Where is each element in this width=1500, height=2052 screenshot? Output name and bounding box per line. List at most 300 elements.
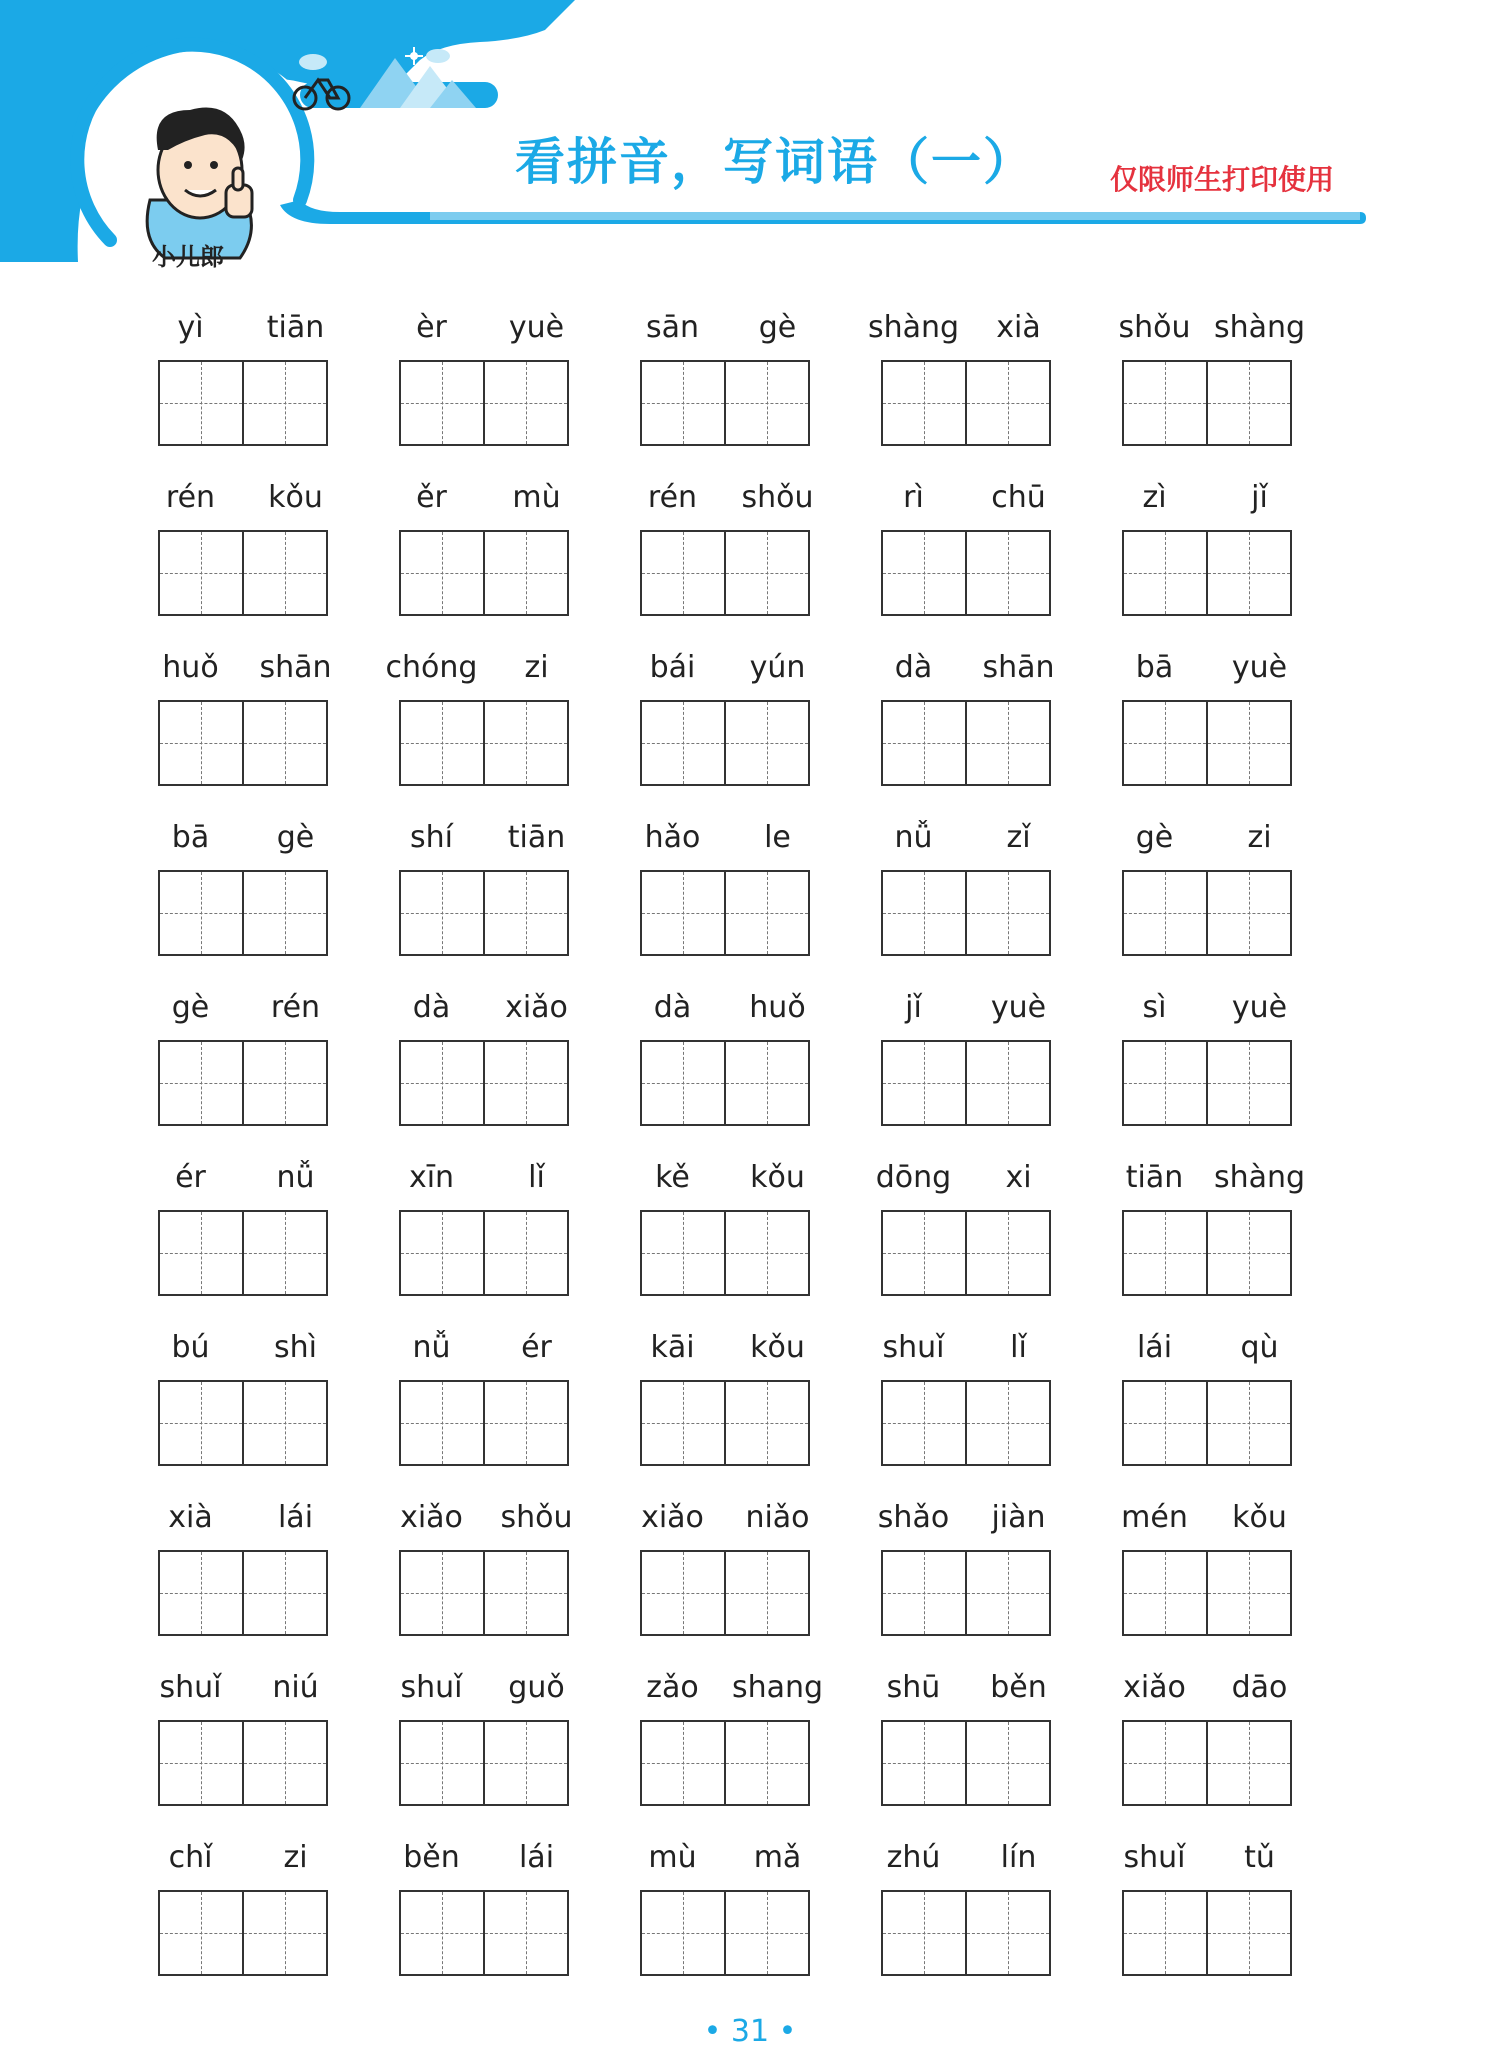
- tianzige-box[interactable]: [401, 1212, 483, 1294]
- pinyin-label: [861, 1326, 1071, 1370]
- pinyin-label: [1102, 1156, 1312, 1200]
- writing-boxes: [881, 1210, 1051, 1296]
- pinyin-syllable: guǒ: [508, 1670, 565, 1705]
- pinyin-syllable: hǎo: [644, 820, 701, 855]
- pinyin-syllable: yuè: [1231, 650, 1288, 685]
- pinyin-syllable: kǒu: [750, 1160, 805, 1195]
- tianzige-box[interactable]: [1206, 702, 1290, 784]
- pinyin-syllable: nǚ: [412, 1330, 451, 1365]
- tianzige-box[interactable]: [1206, 1722, 1290, 1804]
- word-cell: [1122, 642, 1292, 810]
- writing-boxes: [399, 700, 569, 786]
- tianzige-box[interactable]: [1124, 702, 1206, 784]
- tianzige-box[interactable]: [883, 702, 965, 784]
- pinyin-syllable: gè: [276, 820, 315, 855]
- writing-boxes: [640, 870, 810, 956]
- pinyin-syllable: dà: [894, 650, 933, 685]
- tianzige-box[interactable]: [724, 702, 808, 784]
- pinyin-syllable: zi: [1247, 820, 1272, 855]
- pinyin-label: [861, 646, 1071, 690]
- word-cell: [640, 982, 810, 1150]
- word-cell: [399, 1152, 569, 1320]
- writing-boxes: [1122, 870, 1292, 956]
- pinyin-syllable: kǒu: [268, 480, 323, 515]
- pinyin-syllable: shǎo: [877, 1500, 950, 1535]
- word-cell: [1122, 1322, 1292, 1490]
- pinyin-syllable: dà: [653, 990, 692, 1025]
- word-cell: [399, 302, 569, 470]
- tianzige-box[interactable]: [724, 1042, 808, 1124]
- writing-boxes: [881, 360, 1051, 446]
- word-cell: [385, 642, 569, 810]
- pinyin-syllable: kǒu: [750, 1330, 805, 1365]
- pinyin-syllable: rén: [647, 480, 698, 515]
- word-cell: [1122, 982, 1292, 1150]
- print-notice: 仅限师生打印使用: [1110, 163, 1335, 196]
- tianzige-box[interactable]: [483, 532, 567, 614]
- writing-boxes: [1122, 1380, 1292, 1466]
- tianzige-box[interactable]: [965, 1382, 1049, 1464]
- writing-boxes: [881, 1550, 1051, 1636]
- tianzige-box[interactable]: [642, 1552, 724, 1634]
- word-cell: [399, 1662, 569, 1830]
- pinyin-syllable: shǒu: [741, 480, 814, 515]
- pinyin-syllable: shū: [886, 1670, 941, 1705]
- pinyin-label: [861, 1156, 1071, 1200]
- pinyin-syllable: běn: [403, 1840, 460, 1875]
- pinyin-syllable: chóng: [385, 650, 478, 685]
- pinyin-syllable: shǒu: [1118, 310, 1191, 345]
- tianzige-box[interactable]: [483, 1382, 567, 1464]
- word-cell: [640, 812, 810, 980]
- tianzige-box[interactable]: [1124, 1382, 1206, 1464]
- tianzige-box[interactable]: [160, 702, 242, 784]
- pinyin-syllable: dāo: [1231, 1670, 1288, 1705]
- pinyin-syllable: tiān: [507, 820, 566, 855]
- pinyin-label: [861, 816, 1071, 860]
- tianzige-box[interactable]: [1206, 1892, 1290, 1974]
- tianzige-box[interactable]: [160, 532, 242, 614]
- pinyin-syllable: niú: [272, 1670, 319, 1705]
- tianzige-box[interactable]: [724, 1212, 808, 1294]
- pinyin-syllable: tǔ: [1244, 1840, 1275, 1875]
- writing-boxes: [399, 360, 569, 446]
- pinyin-label: [138, 1666, 348, 1710]
- word-cell: [881, 472, 1051, 640]
- pinyin-label: [620, 986, 830, 1030]
- pinyin-label: [861, 1836, 1071, 1880]
- pinyin-syllable: kāi: [650, 1330, 695, 1365]
- pinyin-syllable: mǎ: [753, 1840, 802, 1875]
- tianzige-box[interactable]: [483, 702, 567, 784]
- tianzige-box[interactable]: [242, 1212, 326, 1294]
- pinyin-label: [861, 476, 1071, 520]
- tianzige-box[interactable]: [1206, 1042, 1290, 1124]
- tianzige-box[interactable]: [401, 1382, 483, 1464]
- pinyin-syllable: shǒu: [500, 1500, 573, 1535]
- tianzige-box[interactable]: [401, 1552, 483, 1634]
- pinyin-label: [138, 1326, 348, 1370]
- tianzige-box[interactable]: [724, 1892, 808, 1974]
- writing-boxes: [158, 1550, 328, 1636]
- tianzige-box[interactable]: [883, 1042, 965, 1124]
- writing-boxes: [881, 530, 1051, 616]
- pinyin-label: [620, 1496, 830, 1540]
- tianzige-box[interactable]: [1206, 532, 1290, 614]
- writing-boxes: [640, 530, 810, 616]
- tianzige-box[interactable]: [1206, 872, 1290, 954]
- tianzige-box[interactable]: [483, 872, 567, 954]
- writing-boxes: [640, 1380, 810, 1466]
- tianzige-box[interactable]: [1124, 532, 1206, 614]
- word-cell: [158, 1832, 328, 2000]
- tianzige-box[interactable]: [160, 1722, 242, 1804]
- writing-boxes: [881, 1890, 1051, 1976]
- tianzige-box[interactable]: [160, 872, 242, 954]
- page-header: [0, 0, 1500, 300]
- pinyin-syllable: le: [764, 820, 791, 855]
- pinyin-syllable: shàng: [1213, 310, 1306, 345]
- pinyin-syllable: zǎo: [646, 1670, 699, 1705]
- word-cell: [640, 472, 814, 640]
- pinyin-label: [379, 646, 589, 690]
- writing-boxes: [158, 700, 328, 786]
- tianzige-box[interactable]: [883, 1722, 965, 1804]
- writing-boxes: [1122, 1040, 1292, 1126]
- pinyin-syllable: chū: [991, 480, 1046, 515]
- tianzige-box[interactable]: [160, 1382, 242, 1464]
- word-cell: [640, 642, 810, 810]
- tianzige-box[interactable]: [965, 872, 1049, 954]
- pinyin-syllable: bú: [171, 1330, 210, 1365]
- pinyin-syllable: lái: [518, 1840, 555, 1875]
- pinyin-syllable: bā: [1135, 650, 1174, 685]
- writing-boxes: [640, 1210, 810, 1296]
- word-cell: [1122, 1152, 1306, 1320]
- tianzige-box[interactable]: [642, 1382, 724, 1464]
- tianzige-box[interactable]: [1206, 1552, 1290, 1634]
- writing-boxes: [399, 1040, 569, 1126]
- pinyin-syllable: nǚ: [276, 1160, 315, 1195]
- tianzige-box[interactable]: [401, 362, 483, 444]
- pinyin-syllable: gè: [171, 990, 210, 1025]
- pinyin-label: [138, 986, 348, 1030]
- word-cell: [867, 302, 1051, 470]
- pinyin-syllable: mù: [648, 1840, 697, 1875]
- pinyin-syllable: dōng: [875, 1160, 952, 1195]
- writing-boxes: [881, 1720, 1051, 1806]
- tianzige-box[interactable]: [242, 702, 326, 784]
- tianzige-box[interactable]: [883, 1212, 965, 1294]
- tianzige-box[interactable]: [724, 1552, 808, 1634]
- writing-boxes: [158, 1720, 328, 1806]
- word-cell: [640, 1322, 810, 1490]
- tianzige-box[interactable]: [483, 1722, 567, 1804]
- word-cell: [399, 812, 569, 980]
- pinyin-label: [379, 306, 589, 350]
- tianzige-box[interactable]: [724, 362, 808, 444]
- word-cell: [640, 1492, 810, 1660]
- word-cell: [877, 1492, 1051, 1660]
- pinyin-label: [1102, 1326, 1312, 1370]
- pinyin-label: [620, 1666, 830, 1710]
- tianzige-box[interactable]: [483, 1552, 567, 1634]
- pinyin-label: [1102, 306, 1312, 350]
- tianzige-box[interactable]: [160, 1212, 242, 1294]
- word-cell: [158, 982, 328, 1150]
- pinyin-label: [379, 816, 589, 860]
- title-underline-light: [430, 212, 1360, 220]
- tianzige-box[interactable]: [883, 1382, 965, 1464]
- tianzige-box[interactable]: [483, 1892, 567, 1974]
- pinyin-syllable: rén: [270, 990, 321, 1025]
- pinyin-label: [861, 306, 1071, 350]
- tianzige-box[interactable]: [642, 532, 724, 614]
- tianzige-box[interactable]: [1124, 1892, 1206, 1974]
- writing-boxes: [640, 360, 810, 446]
- tianzige-box[interactable]: [965, 1042, 1049, 1124]
- pinyin-label: [861, 1666, 1071, 1710]
- tianzige-box[interactable]: [965, 362, 1049, 444]
- pinyin-syllable: bā: [171, 820, 210, 855]
- pinyin-syllable: xià: [996, 310, 1041, 345]
- writing-boxes: [640, 1720, 810, 1806]
- tianzige-box[interactable]: [642, 362, 724, 444]
- page-number: • 31 •: [703, 2014, 797, 2049]
- pinyin-syllable: xiǎo: [505, 990, 568, 1025]
- tianzige-box[interactable]: [242, 1722, 326, 1804]
- writing-boxes: [881, 1040, 1051, 1126]
- pinyin-syllable: sān: [645, 310, 700, 345]
- writing-boxes: [399, 1720, 569, 1806]
- tianzige-box[interactable]: [1124, 1722, 1206, 1804]
- tianzige-box[interactable]: [160, 1042, 242, 1124]
- word-cell: [158, 812, 328, 980]
- writing-boxes: [158, 360, 328, 446]
- tianzige-box[interactable]: [483, 362, 567, 444]
- tianzige-box[interactable]: [1206, 1212, 1290, 1294]
- tianzige-box[interactable]: [642, 1722, 724, 1804]
- tianzige-box[interactable]: [883, 1892, 965, 1974]
- tianzige-box[interactable]: [965, 1552, 1049, 1634]
- pinyin-syllable: lǐ: [528, 1160, 545, 1195]
- pinyin-label: [138, 476, 348, 520]
- pinyin-label: [1102, 1496, 1312, 1540]
- tianzige-box[interactable]: [483, 1212, 567, 1294]
- writing-boxes: [1122, 530, 1292, 616]
- tianzige-box[interactable]: [242, 532, 326, 614]
- pinyin-syllable: shān: [982, 650, 1055, 685]
- writing-boxes: [640, 1040, 810, 1126]
- pinyin-syllable: běn: [990, 1670, 1047, 1705]
- pinyin-syllable: yì: [177, 310, 204, 345]
- pinyin-syllable: xiǎo: [1123, 1670, 1186, 1705]
- tianzige-box[interactable]: [642, 1042, 724, 1124]
- tianzige-box[interactable]: [401, 1722, 483, 1804]
- word-cell: [881, 812, 1051, 980]
- pinyin-label: [620, 306, 830, 350]
- writing-boxes: [1122, 1550, 1292, 1636]
- pinyin-syllable: zi: [524, 650, 549, 685]
- tianzige-box[interactable]: [724, 1382, 808, 1464]
- writing-boxes: [158, 530, 328, 616]
- tianzige-box[interactable]: [724, 1722, 808, 1804]
- tianzige-box[interactable]: [242, 362, 326, 444]
- word-cell: [640, 1152, 810, 1320]
- writing-boxes: [399, 1890, 569, 1976]
- pinyin-label: [620, 1326, 830, 1370]
- pinyin-syllable: rén: [165, 480, 216, 515]
- pinyin-syllable: zǐ: [1006, 820, 1031, 855]
- pinyin-label: [138, 1496, 348, 1540]
- pinyin-label: [1102, 986, 1312, 1030]
- pinyin-syllable: tiān: [1125, 1160, 1184, 1195]
- word-cell: [158, 1492, 328, 1660]
- tianzige-box[interactable]: [1206, 362, 1290, 444]
- tianzige-box[interactable]: [242, 1892, 326, 1974]
- tianzige-box[interactable]: [160, 1552, 242, 1634]
- pinyin-syllable: mén: [1121, 1500, 1188, 1535]
- writing-boxes: [399, 870, 569, 956]
- writing-boxes: [399, 1550, 569, 1636]
- tianzige-box[interactable]: [642, 1212, 724, 1294]
- writing-boxes: [1122, 360, 1292, 446]
- tianzige-box[interactable]: [642, 1892, 724, 1974]
- pinyin-syllable: jǐ: [905, 990, 922, 1025]
- tianzige-box[interactable]: [1124, 872, 1206, 954]
- pinyin-label: [620, 646, 830, 690]
- pinyin-label: [379, 1326, 589, 1370]
- pinyin-label: [138, 816, 348, 860]
- tianzige-box[interactable]: [965, 1212, 1049, 1294]
- writing-boxes: [158, 1210, 328, 1296]
- tianzige-box[interactable]: [242, 1552, 326, 1634]
- word-cell: [1122, 812, 1292, 980]
- tianzige-box[interactable]: [883, 872, 965, 954]
- tianzige-box[interactable]: [1124, 1042, 1206, 1124]
- tianzige-box[interactable]: [401, 532, 483, 614]
- pinyin-syllable: xīn: [408, 1160, 455, 1195]
- tianzige-box[interactable]: [965, 532, 1049, 614]
- pinyin-syllable: xi: [1005, 1160, 1032, 1195]
- tianzige-box[interactable]: [1124, 362, 1206, 444]
- word-cell: [1122, 472, 1292, 640]
- pinyin-syllable: shang: [731, 1670, 824, 1705]
- pinyin-syllable: shí: [410, 820, 453, 855]
- pinyin-syllable: zì: [1142, 480, 1167, 515]
- word-cell: [399, 1322, 569, 1490]
- tianzige-box[interactable]: [883, 532, 965, 614]
- word-cell: [399, 982, 569, 1150]
- pinyin-syllable: qù: [1240, 1330, 1279, 1365]
- tianzige-box[interactable]: [401, 702, 483, 784]
- pinyin-label: [620, 816, 830, 860]
- word-cell: [1122, 1662, 1292, 1830]
- pinyin-syllable: ér: [521, 1330, 552, 1365]
- word-cell: [640, 302, 810, 470]
- writing-boxes: [158, 870, 328, 956]
- pinyin-syllable: xiǎo: [641, 1500, 704, 1535]
- pinyin-syllable: dà: [412, 990, 451, 1025]
- tianzige-box[interactable]: [242, 872, 326, 954]
- tianzige-box[interactable]: [965, 1722, 1049, 1804]
- pinyin-label: [1102, 1836, 1312, 1880]
- tianzige-box[interactable]: [1124, 1552, 1206, 1634]
- writing-boxes: [399, 1210, 569, 1296]
- writing-boxes: [640, 1550, 810, 1636]
- tianzige-box[interactable]: [724, 872, 808, 954]
- writing-boxes: [640, 700, 810, 786]
- pinyin-label: [138, 1156, 348, 1200]
- pinyin-label: [1102, 1666, 1312, 1710]
- pinyin-syllable: chǐ: [168, 1840, 213, 1875]
- pinyin-syllable: kǒu: [1232, 1500, 1287, 1535]
- pinyin-label: [379, 1156, 589, 1200]
- pinyin-syllable: shàng: [867, 310, 960, 345]
- tianzige-box[interactable]: [1206, 1382, 1290, 1464]
- tianzige-box[interactable]: [965, 702, 1049, 784]
- writing-boxes: [1122, 700, 1292, 786]
- word-cell: [158, 1152, 328, 1320]
- tianzige-box[interactable]: [160, 1892, 242, 1974]
- tianzige-box[interactable]: [642, 872, 724, 954]
- tianzige-box[interactable]: [883, 362, 965, 444]
- tianzige-box[interactable]: [724, 532, 808, 614]
- pinyin-label: [1102, 476, 1312, 520]
- tianzige-box[interactable]: [483, 1042, 567, 1124]
- pinyin-syllable: shuǐ: [159, 1670, 222, 1705]
- tianzige-box[interactable]: [242, 1382, 326, 1464]
- tianzige-box[interactable]: [160, 362, 242, 444]
- pinyin-syllable: xià: [168, 1500, 213, 1535]
- writing-boxes: [1122, 1890, 1292, 1976]
- tianzige-box[interactable]: [965, 1892, 1049, 1974]
- pinyin-label: [379, 476, 589, 520]
- pinyin-syllable: shuǐ: [1123, 1840, 1186, 1875]
- tianzige-box[interactable]: [401, 1892, 483, 1974]
- word-cell: [881, 1662, 1051, 1830]
- tianzige-box[interactable]: [401, 1042, 483, 1124]
- word-cell: [1118, 302, 1306, 470]
- writing-boxes: [158, 1040, 328, 1126]
- pinyin-label: [138, 306, 348, 350]
- writing-boxes: [881, 700, 1051, 786]
- pinyin-syllable: ěr: [416, 480, 447, 515]
- pinyin-syllable: yuè: [508, 310, 565, 345]
- pinyin-syllable: yún: [749, 650, 806, 685]
- tianzige-box[interactable]: [883, 1552, 965, 1634]
- pinyin-syllable: shuǐ: [400, 1670, 463, 1705]
- pinyin-syllable: niǎo: [745, 1500, 810, 1535]
- writing-boxes: [158, 1890, 328, 1976]
- tianzige-box[interactable]: [401, 872, 483, 954]
- pinyin-syllable: nǚ: [894, 820, 933, 855]
- pinyin-syllable: gè: [1135, 820, 1174, 855]
- pinyin-syllable: shuǐ: [882, 1330, 945, 1365]
- tianzige-box[interactable]: [242, 1042, 326, 1124]
- pinyin-syllable: ér: [175, 1160, 206, 1195]
- pinyin-syllable: èr: [416, 310, 447, 345]
- writing-boxes: [640, 1890, 810, 1976]
- writing-boxes: [1122, 1210, 1292, 1296]
- tianzige-box[interactable]: [1124, 1212, 1206, 1294]
- pinyin-label: [861, 986, 1071, 1030]
- word-cell: [640, 1832, 810, 2000]
- page-title: 看拼音，写词语（一）: [515, 133, 1035, 191]
- tianzige-box[interactable]: [642, 702, 724, 784]
- pinyin-label: [379, 986, 589, 1030]
- writing-boxes: [881, 1380, 1051, 1466]
